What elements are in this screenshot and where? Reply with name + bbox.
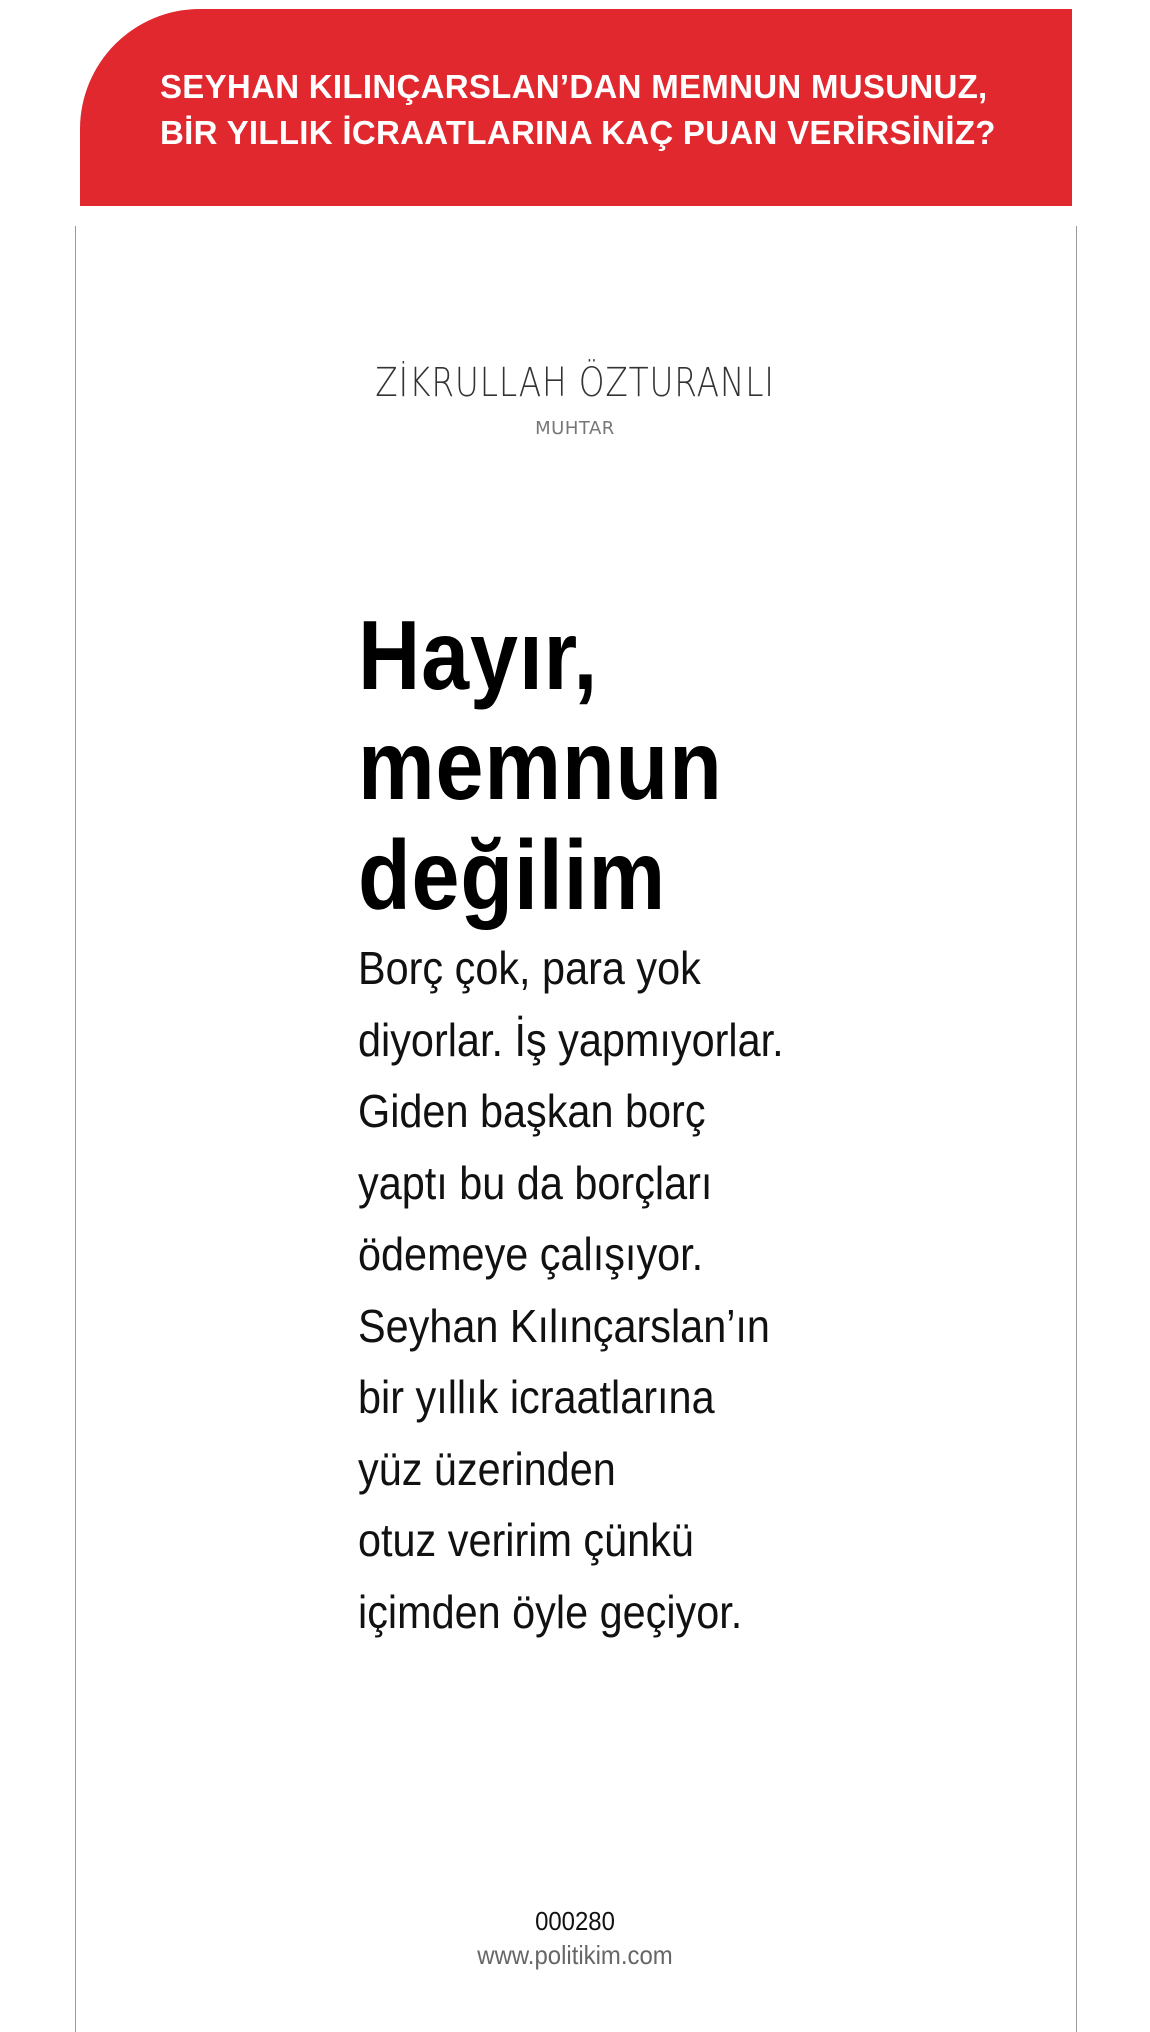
body-line: Seyhan Kılınçarslan’ın <box>358 1299 770 1352</box>
answer-headline <box>358 600 958 930</box>
respondent-name: ZİKRULLAH ÖZTURANLI <box>375 360 775 406</box>
frame-left-border <box>75 226 76 2032</box>
body-line: Giden başkan borç <box>358 1085 706 1137</box>
headline-line: Hayır, <box>358 600 599 710</box>
respondent-role: MUHTAR <box>535 418 615 439</box>
frame-right-border <box>1076 226 1077 2032</box>
banner-question-line-1: SEYHAN KILINÇARSLAN’DAN MEMNUN MUSUNUZ, <box>160 68 988 105</box>
body-line: ödemeye çalışıyor. <box>358 1228 704 1280</box>
question-banner <box>80 9 1072 206</box>
body-line: yüz üzerinden <box>358 1442 616 1495</box>
body-line: Borç çok, para yok <box>358 942 701 994</box>
body-line: otuz veririm çünkü <box>358 1514 694 1566</box>
headline-line: değilim <box>358 820 667 930</box>
footer-website-link[interactable]: www.politikim.com <box>477 1940 673 1970</box>
body-line: yaptı bu da borçları <box>358 1156 713 1209</box>
body-line: diyorlar. İş yapmıyorlar. <box>358 1013 784 1066</box>
body-line: bir yıllık icraatlarına <box>358 1371 715 1423</box>
body-line: içimden öyle geçiyor. <box>358 1585 743 1638</box>
headline-line: memnun <box>358 710 723 820</box>
banner-question-line-2: BİR YILLIK İCRAATLARINA KAÇ PUAN VERİRSİNİZ? <box>160 114 996 151</box>
answer-body <box>358 933 1008 1648</box>
footer-code: 000280 <box>535 1906 615 1936</box>
